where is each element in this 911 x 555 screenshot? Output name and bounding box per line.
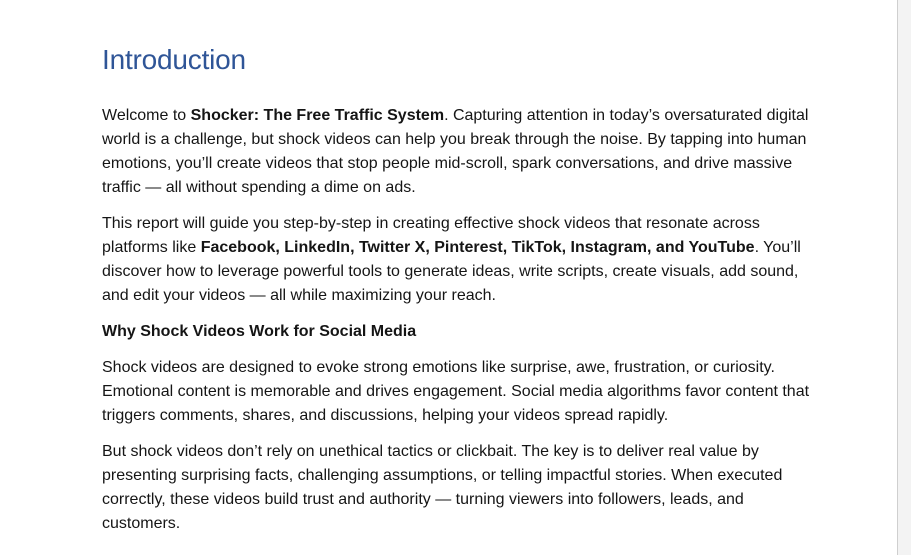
section-subheading: Why Shock Videos Work for Social Media xyxy=(102,323,417,340)
guide-text-prefix: This report will guide you step-by-step in creating effective shock videos that resonate across platforms like xyxy=(102,215,760,256)
page-title: Introduction xyxy=(102,44,246,75)
guide-paragraph xyxy=(102,212,822,308)
product-name: Shocker: The Free Traffic System xyxy=(190,107,445,124)
intro-text-suffix: . Capturing attention in today’s oversaturated digital world is a challenge, but shock videos can help you break through the noise. By tapping into human emotions, you’ll create videos that stop people mid-scroll, spark conversations, and drive massive traffic — all without spending a dime on ads. xyxy=(102,107,809,196)
emotion-paragraph: Shock videos are designed to evoke strong emotions like surprise, awe, frustration, or curiosity. Emotional content is memorable and drives engagement. Social media algorithms favor content that triggers comments, shares, and discussions, helping your videos spread rapidly. xyxy=(102,359,810,424)
guide-text-suffix: . You’ll discover how to leverage powerful tools to generate ideas, write scripts, create visuals, add sound, and edit your videos — all while maximizing your reach. xyxy=(102,239,801,304)
value-paragraph: But shock videos don’t rely on unethical tactics or clickbait. The key is to deliver real value by presenting surprising facts, challenging assumptions, or telling impactful stories. When executed correctly, these videos build trust and authority — turning viewers into followers, leads, and customers. xyxy=(102,443,783,532)
platform-list: Facebook, LinkedIn, Twitter X, Pinterest, TikTok, Instagram, and YouTube xyxy=(200,239,755,256)
page-edge-scrollbar-area xyxy=(897,0,911,555)
intro-text-prefix: Welcome to xyxy=(102,107,191,124)
document-body xyxy=(102,42,822,548)
intro-paragraph xyxy=(102,104,822,200)
